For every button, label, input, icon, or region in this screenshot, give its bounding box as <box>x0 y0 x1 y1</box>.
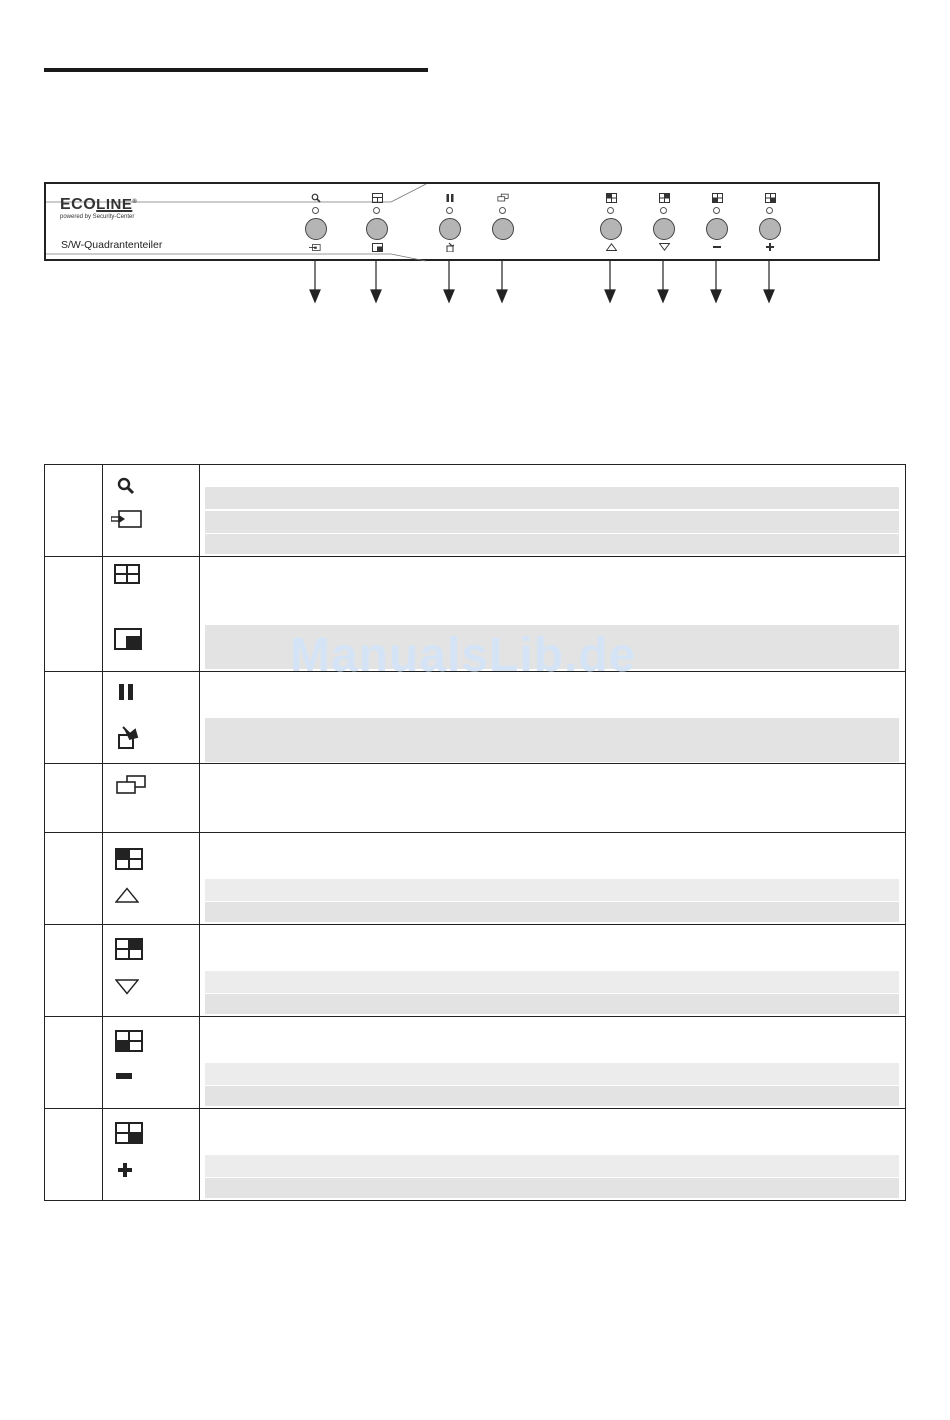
description-cell <box>199 925 905 1016</box>
icon-cell <box>102 672 200 763</box>
row-number-cell <box>45 764 103 832</box>
row-number-cell <box>45 833 103 924</box>
description-cell <box>199 764 905 832</box>
watermark: ManualsLib.de <box>290 629 637 682</box>
description-cell <box>199 1017 905 1108</box>
row-number-cell <box>45 925 103 1016</box>
description-cell <box>199 465 905 556</box>
icon-cell <box>102 557 200 671</box>
input-select-icon <box>110 509 144 529</box>
icon-cell <box>102 833 200 924</box>
table-row <box>45 1017 905 1109</box>
row-number-cell <box>45 672 103 763</box>
table-row <box>45 465 905 557</box>
icon-cell <box>102 1109 200 1201</box>
plus-icon <box>116 1161 134 1179</box>
description-cell <box>199 672 905 763</box>
table-row <box>45 672 905 764</box>
pip-icon <box>114 627 142 651</box>
icon-cell <box>102 465 200 556</box>
table-row <box>45 925 905 1017</box>
table-row <box>45 764 905 833</box>
row-number-cell <box>45 557 103 671</box>
icon-cell <box>102 925 200 1016</box>
description-cell <box>199 833 905 924</box>
quad-2-icon <box>114 937 144 961</box>
zoom-icon <box>115 477 137 495</box>
row-number-cell <box>45 1109 103 1201</box>
up-triangle-icon <box>114 885 140 905</box>
quad-1-icon <box>114 847 144 871</box>
pause-icon <box>116 682 136 702</box>
quad-view-icon <box>114 563 140 585</box>
down-triangle-icon <box>114 977 140 997</box>
callout-arrows <box>0 0 950 320</box>
icon-cell <box>102 1017 200 1108</box>
quad-4-icon <box>114 1121 144 1145</box>
brand-logo: ECOLINE® powered by Security-Center <box>60 196 138 220</box>
sequence-icon <box>114 774 148 796</box>
table-row <box>45 833 905 925</box>
model-name: S/W-Quadrantenteiler <box>61 239 163 251</box>
table-row <box>45 1109 905 1201</box>
function-table <box>44 464 906 1201</box>
icon-cell <box>102 764 200 832</box>
row-number-cell <box>45 465 103 556</box>
minus-icon <box>114 1071 134 1081</box>
hand-icon <box>116 724 140 750</box>
row-number-cell <box>45 1017 103 1108</box>
quad-3-icon <box>114 1029 144 1053</box>
description-cell <box>199 1109 905 1201</box>
